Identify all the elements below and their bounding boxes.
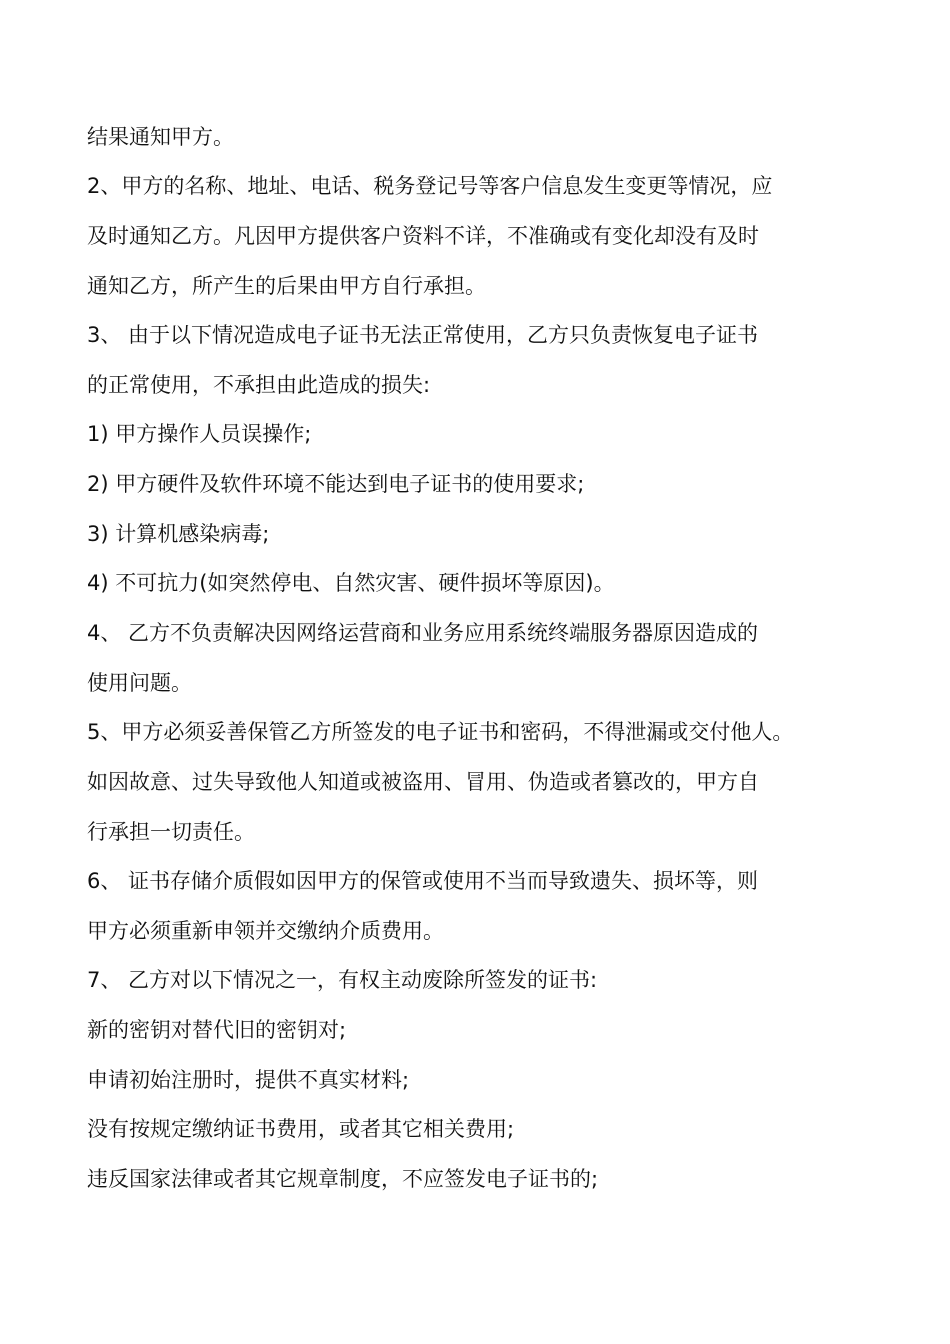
text-line-condition-1: 新的密钥对替代旧的密钥对; (87, 1018, 347, 1042)
text-line-clause-6: 6、 证书存储介质假如因甲方的保管或使用不当而导致遗失、损坏等，则 (87, 869, 759, 893)
text-line-result-notice: 结果通知甲方。 (87, 125, 234, 149)
text-line-clause-7: 7、 乙方对以下情况之一，有权主动废除所签发的证书: (87, 968, 598, 992)
text-line-condition-2: 申请初始注册时，提供不真实材料; (87, 1068, 410, 1092)
text-line-clause-2-cont-2: 通知乙方，所产生的后果由甲方自行承担。 (87, 274, 486, 298)
text-line-clause-3-cont: 的正常使用，不承担由此造成的损失: (87, 373, 431, 397)
text-line-clause-6-cont: 甲方必须重新申领并交缴纳介质费用。 (87, 919, 444, 943)
text-line-item-3: 3) 计算机感染病毒; (87, 522, 270, 546)
text-line-clause-2-cont-1: 及时通知乙方。凡因甲方提供客户资料不详，不准确或有变化却没有及时 (87, 224, 759, 248)
text-line-item-2: 2) 甲方硬件及软件环境不能达到电子证书的使用要求; (87, 472, 585, 496)
text-line-clause-4-cont: 使用问题。 (87, 671, 192, 695)
text-line-item-1: 1) 甲方操作人员误操作; (87, 422, 312, 446)
text-line-condition-3: 没有按规定缴纳证书费用，或者其它相关费用; (87, 1117, 515, 1141)
text-line-item-4: 4) 不可抗力(如突然停电、自然灾害、硬件损坏等原因)。 (87, 571, 615, 595)
text-line-clause-4: 4、 乙方不负责解决因网络运营商和业务应用系统终端服务器原因造成的 (87, 621, 759, 645)
text-line-condition-4: 违反国家法律或者其它规章制度，不应签发电子证书的; (87, 1167, 599, 1191)
text-line-clause-5-cont-1: 如因故意、过失导致他人知道或被盗用、冒用、伪造或者篡改的，甲方自 (87, 770, 759, 794)
text-line-clause-5-cont-2: 行承担一切责任。 (87, 820, 255, 844)
text-line-clause-3: 3、 由于以下情况造成电子证书无法正常使用，乙方只负责恢复电子证书 (87, 323, 759, 347)
text-line-clause-2: 2、甲方的名称、地址、电话、税务登记号等客户信息发生变更等情况，应 (87, 174, 773, 198)
text-line-clause-5: 5、甲方必须妥善保管乙方所签发的电子证书和密码，不得泄漏或交付他人。 (87, 720, 794, 744)
